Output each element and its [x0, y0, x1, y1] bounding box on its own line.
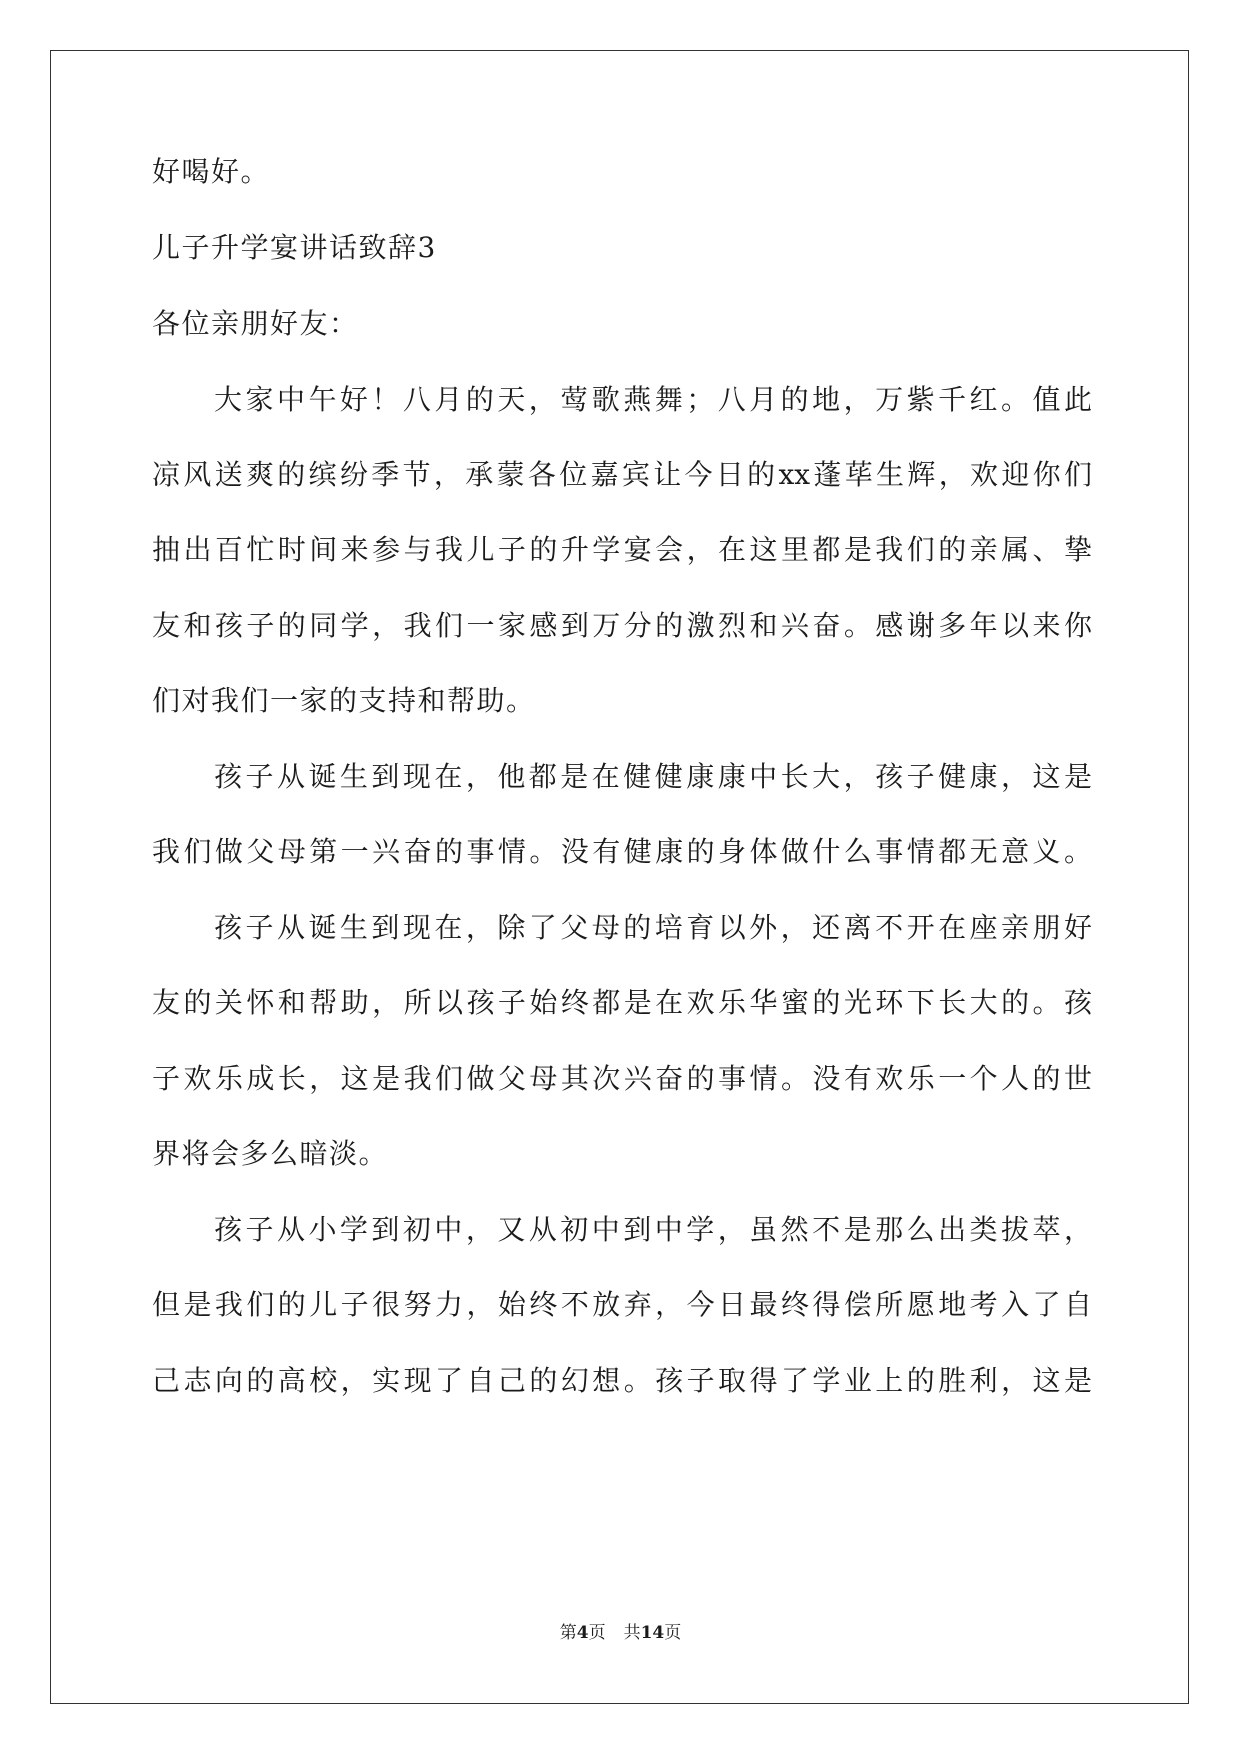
- text-line: 凉风送爽的缤纷季节，承蒙各位嘉宾让今日的xx蓬荜生辉，欢迎你们: [152, 458, 1092, 491]
- current-page: 4: [576, 1623, 589, 1643]
- page-border: [50, 50, 1189, 1704]
- salutation: 各位亲朋好友：: [152, 307, 359, 340]
- section-heading: 儿子升学宴讲话致辞3: [152, 231, 437, 264]
- page-footer: [0, 1621, 1241, 1645]
- page-number: [560, 1623, 606, 1643]
- text-line: 我们做父母第一兴奋的事情。没有健康的身体做什么事情都无意义。: [152, 835, 1092, 868]
- text-line: 大家中午好！八月的天，莺歌燕舞；八月的地，万紫千红。值此: [214, 383, 1092, 416]
- text-line: 但是我们的儿子很努力，始终不放弃，今日最终得偿所愿地考入了自: [152, 1288, 1092, 1321]
- text-line: 好喝好。: [152, 155, 271, 188]
- total-suffix: 页: [664, 1623, 682, 1643]
- text-line: 己志向的高校，实现了自己的幻想。孩子取得了学业上的胜利，这是: [152, 1364, 1092, 1397]
- text-line: 界将会多么暗淡。: [152, 1137, 389, 1170]
- text-line: 们对我们一家的支持和帮助。: [152, 684, 536, 717]
- page-total: [624, 1623, 682, 1643]
- text-line: 友和孩子的同学，我们一家感到万分的激烈和兴奋。感谢多年以来你: [152, 609, 1092, 642]
- text-line: 孩子从小学到初中，又从初中到中学，虽然不是那么出类拔萃，: [214, 1213, 1092, 1246]
- text-line: 孩子从诞生到现在，他都是在健健康康中长大，孩子健康，这是: [214, 760, 1092, 793]
- text-line: 子欢乐成长，这是我们做父母其次兴奋的事情。没有欢乐一个人的世: [152, 1062, 1092, 1095]
- page-prefix: 第: [559, 1623, 577, 1643]
- page-suffix: 页: [588, 1623, 606, 1643]
- text-line: 抽出百忙时间来参与我儿子的升学宴会，在这里都是我们的亲属、挚: [152, 533, 1092, 566]
- total-pages: 14: [640, 1623, 665, 1643]
- total-prefix: 共: [623, 1623, 641, 1643]
- text-line: 孩子从诞生到现在，除了父母的培育以外，还离不开在座亲朋好: [214, 911, 1092, 944]
- text-line: 友的关怀和帮助，所以孩子始终都是在欢乐华蜜的光环下长大的。孩: [152, 986, 1092, 1019]
